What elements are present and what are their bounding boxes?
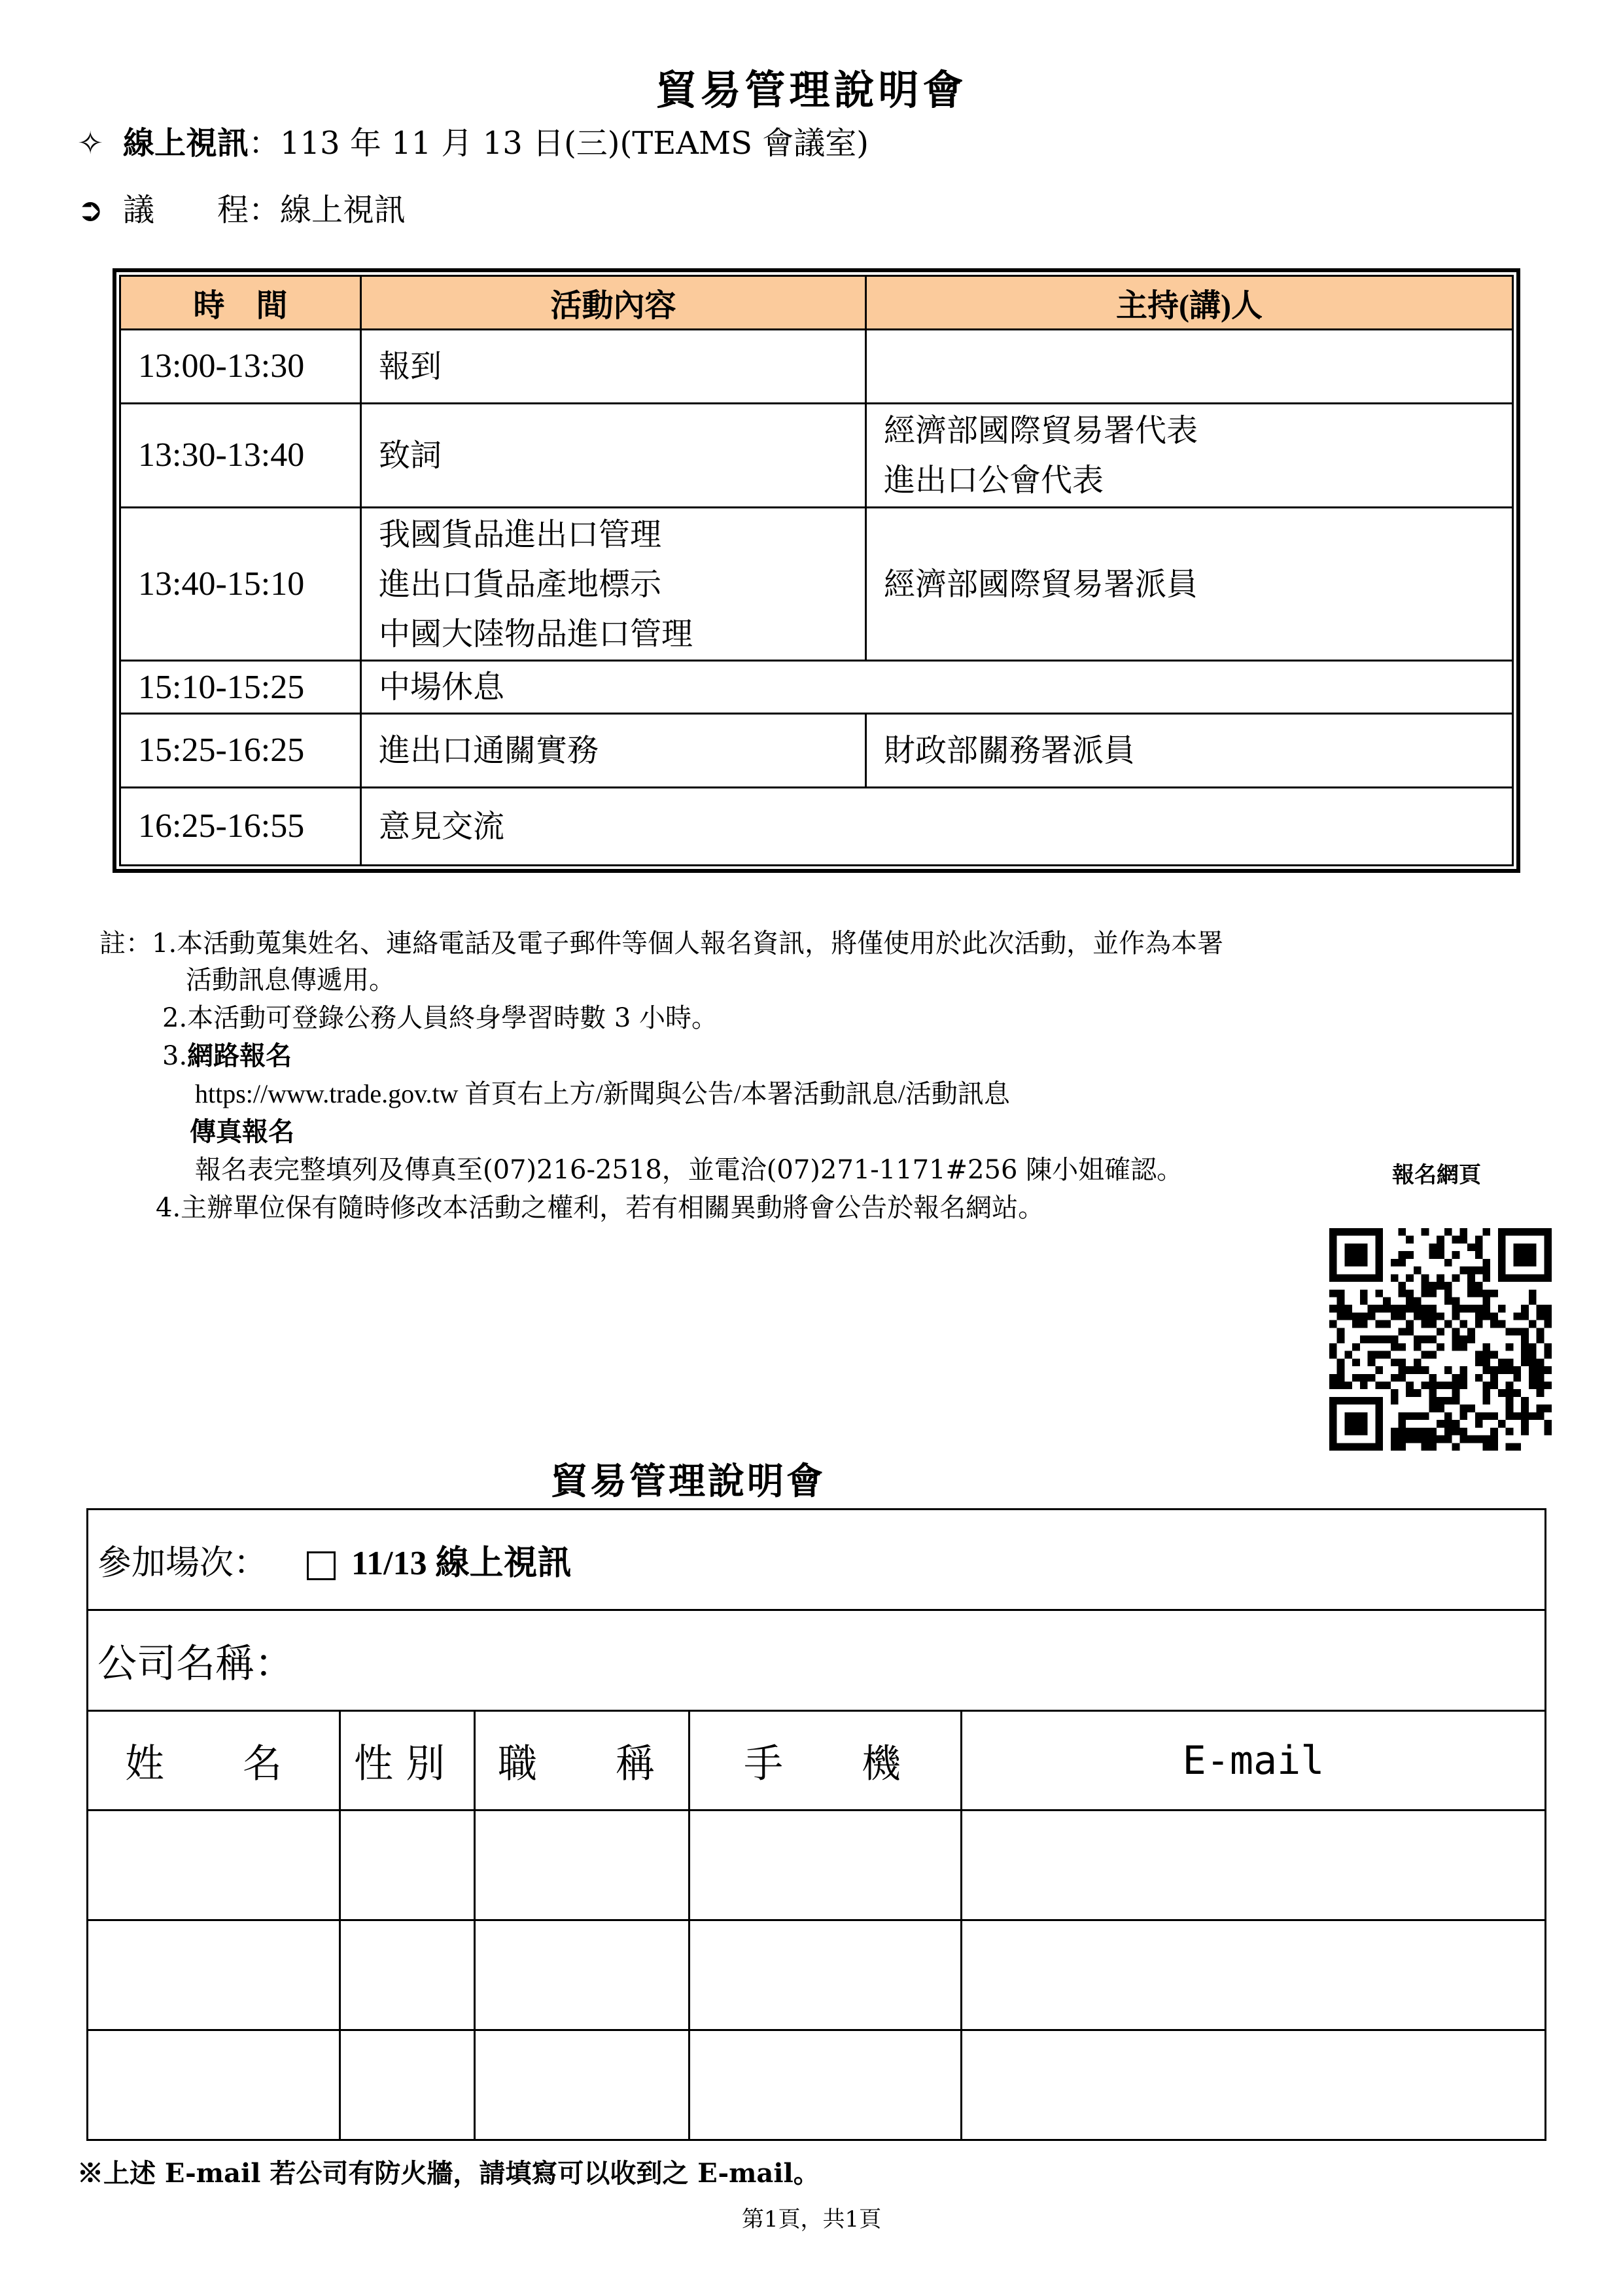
- header-host: 主持(講)人: [866, 276, 1513, 330]
- form-title: 貿易管理說明會: [551, 1460, 826, 1503]
- session-info-text: ：113 年 11 月 13 日(三)(TEAMS 會議室): [249, 125, 869, 162]
- agenda-label: 議 程: [123, 192, 249, 228]
- session-info-line: [77, 118, 869, 163]
- col-title: 職 稱: [475, 1711, 689, 1810]
- title-field[interactable]: [475, 1920, 689, 2030]
- form-entry-row: [88, 1920, 1546, 2030]
- schedule-content: 報到: [361, 329, 866, 403]
- registration-url[interactable]: https://www.trade.gov.tw 首頁右上方/新聞與公告/本署活動訊息/活動訊息: [195, 1079, 1010, 1108]
- form-header-row: [88, 1711, 1546, 1810]
- gender-field[interactable]: [340, 1920, 475, 2030]
- schedule-table-frame: [113, 268, 1520, 873]
- note-prefix: 註：: [99, 928, 152, 959]
- registration-form: [86, 1508, 1546, 2141]
- gender-field[interactable]: [340, 1810, 475, 1920]
- session-label: 參加場次：: [97, 1544, 268, 1583]
- col-email: E-mail: [962, 1711, 1546, 1810]
- header-content: 活動內容: [361, 276, 866, 330]
- schedule-table: [119, 275, 1514, 866]
- sparkle-icon: ✧: [77, 125, 104, 162]
- note-3: [162, 1035, 292, 1072]
- form-entry-row: [88, 1810, 1546, 1920]
- mobile-field[interactable]: [689, 1920, 962, 2030]
- schedule-time: 16:25-16:55: [120, 787, 361, 865]
- schedule-time: 13:30-13:40: [120, 403, 361, 507]
- qr-code-icon[interactable]: [1329, 1228, 1552, 1451]
- schedule-host: [866, 329, 1513, 403]
- schedule-host: 經濟部國際貿易署代表 進出口公會代表: [866, 403, 1513, 507]
- note-3-title: 網路報名: [187, 1040, 292, 1071]
- company-row: [88, 1610, 1546, 1711]
- header-time: 時 間: [120, 276, 361, 330]
- page-number: 第1頁，共1頁: [741, 2206, 882, 2233]
- session-row: [88, 1510, 1546, 1610]
- col-gender: 性 別: [340, 1711, 475, 1810]
- name-field[interactable]: [88, 1920, 340, 2030]
- schedule-host: 財政部關務署派員: [866, 713, 1513, 787]
- mobile-field[interactable]: [689, 1810, 962, 1920]
- schedule-row: [120, 661, 1513, 714]
- name-field[interactable]: [88, 2030, 340, 2140]
- gender-field[interactable]: [340, 2030, 475, 2140]
- note-2: 2.本活動可登錄公務人員終身學習時數 3 小時。: [162, 1003, 718, 1033]
- schedule-content: 進出口通關實務: [361, 713, 866, 787]
- company-field[interactable]: [88, 1610, 1546, 1711]
- session-info-label: 線上視訊: [123, 125, 249, 162]
- session-checkbox[interactable]: [307, 1551, 336, 1580]
- schedule-row: [120, 787, 1513, 865]
- schedule-time: 13:40-15:10: [120, 508, 361, 661]
- note-4: 4.主辦單位保有隨時修改本活動之權利，若有相關異動將會公告於報名網站。: [156, 1193, 1045, 1223]
- schedule-row: [120, 508, 1513, 661]
- session-option: 11/13 線上視訊: [351, 1545, 572, 1582]
- schedule-row: [120, 329, 1513, 403]
- schedule-content: 我國貨品進出口管理 進出口貨品產地標示 中國大陸物品進口管理: [361, 508, 866, 661]
- company-label: 公司名稱：: [97, 1640, 294, 1687]
- title-field[interactable]: [475, 1810, 689, 1920]
- schedule-time: 13:00-13:30: [120, 329, 361, 403]
- note-1: [99, 923, 1223, 960]
- note-1-line1: 1.本活動蒐集姓名、連絡電話及電子郵件等個人報名資訊，將僅使用於此次活動，並作為本署: [152, 928, 1224, 959]
- col-name: 姓 名: [88, 1711, 340, 1810]
- schedule-content: 致詞: [361, 403, 866, 507]
- schedule-time: 15:10-15:25: [120, 661, 361, 714]
- col-mobile: 手 機: [689, 1711, 962, 1810]
- qr-label: 報名網頁: [1392, 1162, 1481, 1188]
- page-title: 貿易管理說明會: [655, 66, 968, 114]
- fax-instruction: 報名表完整填列及傳真至(07)216-2518，並電洽(07)271-1171#256 陳小姐確認。: [195, 1155, 1183, 1185]
- title-field[interactable]: [475, 2030, 689, 2140]
- footer-note: ※上述 E-mail 若公司有防火牆，請填寫可以收到之 E-mail。: [77, 2158, 820, 2189]
- form-entry-row: [88, 2030, 1546, 2140]
- fax-title: 傳真報名: [190, 1116, 294, 1147]
- mobile-field[interactable]: [689, 2030, 962, 2140]
- arrow-icon: ➲: [77, 192, 104, 228]
- schedule-content: 意見交流: [361, 787, 1513, 865]
- email-field[interactable]: [962, 1920, 1546, 2030]
- schedule-row: [120, 713, 1513, 787]
- agenda-line: [77, 185, 406, 230]
- name-field[interactable]: [88, 1810, 340, 1920]
- note-3-num: 3.: [162, 1041, 188, 1071]
- agenda-text: ：線上視訊: [249, 192, 406, 228]
- schedule-host: 經濟部國際貿易署派員: [866, 508, 1513, 661]
- schedule-content: 中場休息: [361, 661, 1513, 714]
- schedule-row: [120, 403, 1513, 507]
- note-1-line2: 活動訊息傳遞用。: [186, 965, 395, 995]
- session-cell: [88, 1510, 1546, 1610]
- schedule-time: 15:25-16:25: [120, 713, 361, 787]
- email-field[interactable]: [962, 2030, 1546, 2140]
- email-field[interactable]: [962, 1810, 1546, 1920]
- schedule-header-row: [120, 276, 1513, 330]
